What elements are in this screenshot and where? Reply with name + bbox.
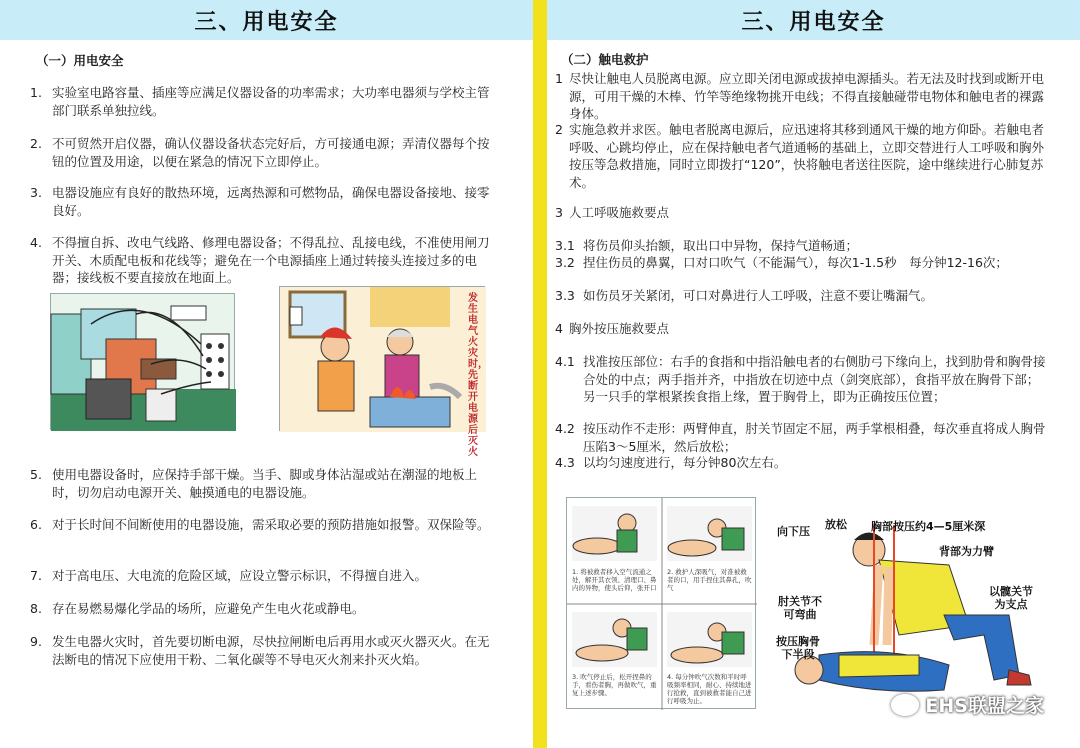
left-item-2: 2. 不可贸然开启仪器，确认仪器设备状态完好后，方可接通电源；弄清仪器每个按钮的位置及用途，以便在紧急的情况下立即停止。 [30, 136, 490, 169]
watermark [891, 691, 1044, 718]
electrical-fire-poster [279, 286, 488, 458]
right-page [547, 0, 1080, 748]
right-banner-title: 三、用电安全 [547, 0, 1080, 40]
left-page [0, 0, 533, 748]
left-item-6: 6. 对于长时间不间断使用的电器设施，需采取必要的预防措施如报警。双保险等。 [30, 517, 490, 532]
right-item-4: 4 胸外按压施救要点 [555, 321, 670, 336]
watermark-text: EHS联盟之家 [925, 695, 1044, 717]
left-item-4: 4. 不得擅自拆、改电气线路、修理电器设备；不得乱拉、乱接电线，不准使用闸刀开关、木质配电板和花线等；避免在一个电源插座上通过转接头连接过多的电器；接线板不要直接放在地面上。 [30, 235, 490, 285]
left-section-title: （一）用电安全 [36, 53, 124, 68]
right-item-2: 2 实施急救并求医。触电者脱离电源后，应迅速将其移到通风干燥的地方仰卧。若触电者呼吸、心跳均停止，应在保持触电者气道通畅的基础上，立即交替进行人工呼吸和胸外按压等急救措施，同时立即拨打“120”，快将触电者送往医院，途中继续进行心肺复苏术。 [555, 122, 1045, 190]
label-press-down: 向下压 [777, 525, 810, 538]
cpr-step-1-caption: 1. 将被救者移入空气流通之处，解开其衣领、清理口、鼻内的异物，使头后仰，张开口 [572, 568, 657, 592]
right-item-1: 1 尽快让触电人员脱离电源。应立即关闭电源或拔掉电源插头。若无法及时找到或断开电源，可用干燥的木棒、竹竿等绝缘物挑开电线；不得直接触碰带电物体和触电者的裸露身体。 [555, 71, 1045, 121]
left-item-3: 3. 电器设施应有良好的散热环境，远离热源和可燃物品，确保电器设备接地、接零良好。 [30, 185, 490, 218]
cpr-step-2-caption: 2. 救护人深吸气，对准被救者的口，用手捏住其鼻孔，吹气 [667, 568, 752, 592]
left-banner-title: 三、用电安全 [0, 0, 533, 40]
page-divider [533, 0, 547, 748]
left-item-8: 8. 存在易燃易爆化学品的场所，应避免产生电火花或静电。 [30, 601, 365, 616]
left-item-9: 9. 发生电器火灾时，首先要切断电源，尽快拉闸断电后再用水或灭火器灭火。在无法断电的情况下应使用干粉、二氧化碳等不导电灭火剂来扑灭火焰。 [30, 634, 490, 667]
right-item-3-3: 3.3 如伤员牙关紧闭，可口对鼻进行人工呼吸，注意不要让嘴漏气。 [555, 288, 934, 303]
fire-poster-caption: 发生电气火灾时，先断开电源后灭火 [468, 293, 488, 458]
left-item-1: 1. 实验室电路容量、插座等应满足仪器设备的功率需求；大功率电器须与学校主管部门联系单独拉线。 [30, 85, 490, 118]
cpr-step-4-caption: 4. 每分钟吹气次数和平时呼吸频率相同，耐心、持续地进行抢救，直到被救者能自己进行呼吸为止。 [667, 673, 752, 705]
right-item-4-3: 4.3 以均匀速度进行，每分钟80次左右。 [555, 455, 787, 470]
cpr-step-3-caption: 3. 吹气停止后，松开捏鼻的手，看伤者胸，再做吹气，重复上述步骤。 [572, 673, 657, 697]
right-item-4-2: 4.2 按压动作不走形：两臂伸直，肘关节固定不屈，两手掌根相叠，每次垂直将成人胸骨压陷3～5厘米，然后放松； [555, 421, 1046, 454]
right-section-title: （二）触电救护 [561, 52, 649, 67]
right-item-3-2: 3.2 捏住伤员的鼻翼，口对口吹气（不能漏气），每次1-1.5秒 每分钟12-16次； [555, 255, 1008, 270]
label-compression-depth: 胸部按压约4—5厘米深 [871, 520, 986, 533]
right-item-3-1: 3.1 将伤员仰头抬额，取出口中异物，保持气道畅通； [555, 238, 859, 253]
overloaded-socket-illustration [50, 293, 235, 430]
label-press-lower-sternum: 按压胸骨下半段 [776, 635, 820, 661]
label-hip-pivot: 以髋关节为支点 [989, 585, 1033, 611]
rescue-breathing-steps-chart [566, 497, 756, 709]
right-item-4-1: 4.1 找准按压部位：右手的食指和中指沿触电者的右侧肋弓下缘向上，找到肋骨和胸骨接合处的中点；两手指并齐，中指放在切迹中点（剑突底部），食指平放在胸骨下部；另一只手的掌根紧挨食指上缘，置于胸骨上，即为正确按压位置； [555, 354, 1046, 404]
left-item-7: 7. 对于高电压、大电流的危险区域，应设立警示标识，不得擅自进入。 [30, 568, 428, 583]
left-item-5: 5. 使用电器设备时，应保持手部干燥。当手、脚或身体沾湿或站在潮湿的地板上时，切勿启动电源开关、触摸通电的电器设施。 [30, 467, 478, 500]
label-back-lever: 背部为力臂 [939, 545, 994, 558]
right-item-3: 3 人工呼吸施救要点 [555, 205, 670, 220]
label-relax: 放松 [825, 518, 847, 531]
chest-compression-illustration [776, 505, 1069, 715]
label-elbow-straight: 肘关节不可弯曲 [778, 595, 822, 621]
wechat-icon [891, 694, 919, 716]
